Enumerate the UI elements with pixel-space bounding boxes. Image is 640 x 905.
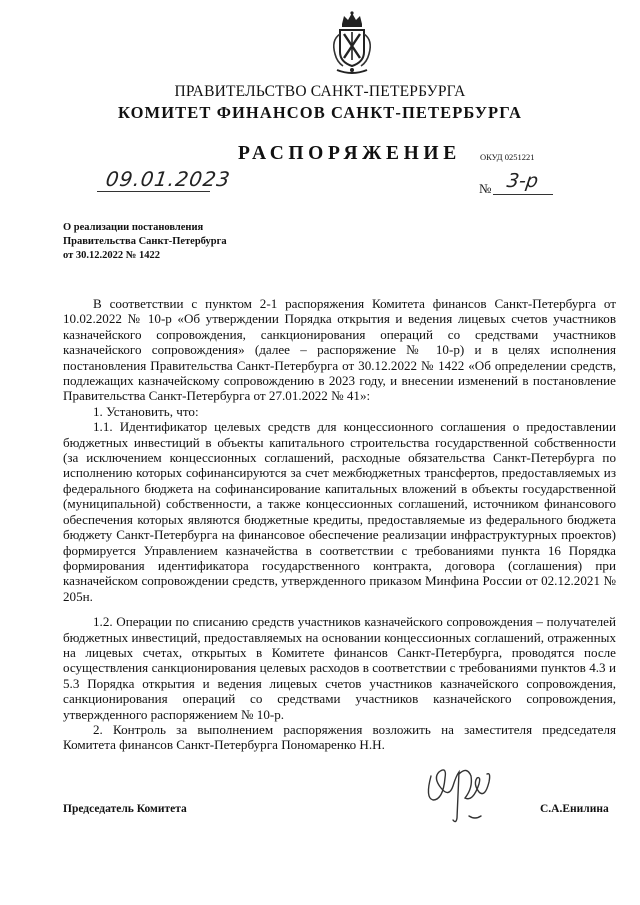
document-subject	[63, 221, 227, 263]
number-label: №	[479, 181, 492, 196]
body-paragraph: 1.2. Операции по списанию средств участников казначейского сопровождения – получателей бюджетных инвестиций, предоставляемых на основании концессионных соглашений, отраженных на лицевых счетах, открытых в Комитете финансов Санкт-Петербурга, проводятся после осуществления санкционирования целевых расходов в соответствии с требованиями пунктов 4.3 и 5.3 Порядка открытия и ведения лицевых счетов участников казначейского сопровождения, санкционирования операций со средствами участников казначейского сопровождения, утвержденного распоряжением № 10-р.	[63, 614, 616, 722]
st-petersburg-coat-of-arms-icon	[327, 10, 377, 76]
committee-name: КОМИТЕТ ФИНАНСОВ САНКТ-ПЕТЕРБУРГА	[117, 103, 523, 122]
signatory-title: Председатель Комитета	[63, 803, 187, 815]
okud-code: ОКУД 0251221	[480, 152, 535, 162]
number-underline	[493, 194, 553, 195]
handwritten-signature-icon	[423, 758, 501, 828]
body-paragraph: 1.1. Идентификатор целевых средств для концессионного соглашения о предоставлении бюджетных инвестиций в объекты капитального строительства государственной собственности (за исключением концессионных соглашений, расходные обязательства Санкт-Петербурга по исполнению которых софинансируются за счет межбюджетных трансфертов, предоставляемых из федерального бюджета на софинансирование капитальных вложений в объекты государственной (муниципальной) собственности, а также концессионных соглашений, источником финансового обеспечения которых являются бюджетные кредиты, предоставляемые из федерального бюджета бюджету Санкт-Петербурга на финансовое обеспечение реализации инфраструктурных проектов) формируется Управлением казначейства в соответствии с требованиями пункта 16 Порядка формирования идентификатора государственного контракта, договора (соглашения) при казначейском сопровождении средств, утвержденного приказом Минфина России от 02.12.2021 № 205н.	[63, 419, 616, 604]
document-type: РАСПОРЯЖЕНИЕ	[238, 143, 461, 164]
subject-line: от 30.12.2022 № 1422	[63, 250, 160, 261]
document-body	[63, 296, 616, 753]
date-underline	[97, 191, 210, 192]
document-number: 3-р	[505, 170, 540, 192]
government-name: ПРАВИТЕЛЬСТВО САНКТ-ПЕТЕРБУРГА	[174, 83, 466, 100]
signatory-name: С.А.Енилина	[540, 803, 609, 815]
document-date: 09.01.2023	[104, 167, 233, 191]
subject-line: О реализации постановления	[63, 222, 204, 233]
body-paragraph: 1. Установить, что:	[93, 403, 199, 419]
body-paragraph: В соответствии с пунктом 2-1 распоряжения Комитета финансов Санкт-Петербурга от 10.02.2022 № 10-р «Об утверждении Порядка открытия и ведения лицевых счетов участников казначейского сопровождения, санкционирования операций со средствами участников казначейского сопровождения» (далее – распоряжение № 10-р) и в целях исполнения постановления Правительства Санкт-Петербурга от 30.12.2022 № 1422 «Об определении средств, подлежащих казначейскому сопровождению в 2023 году, и внесении изменений в постановление Правительства Санкт-Петербурга от 27.01.2022 № 41»:	[63, 296, 616, 404]
body-paragraph: 2. Контроль за выполнением распоряжения возложить на заместителя председателя Комитета финансов Санкт-Петербурга Пономаренко Н.Н.	[63, 721, 616, 753]
subject-line: Правительства Санкт-Петербурга	[63, 236, 227, 247]
